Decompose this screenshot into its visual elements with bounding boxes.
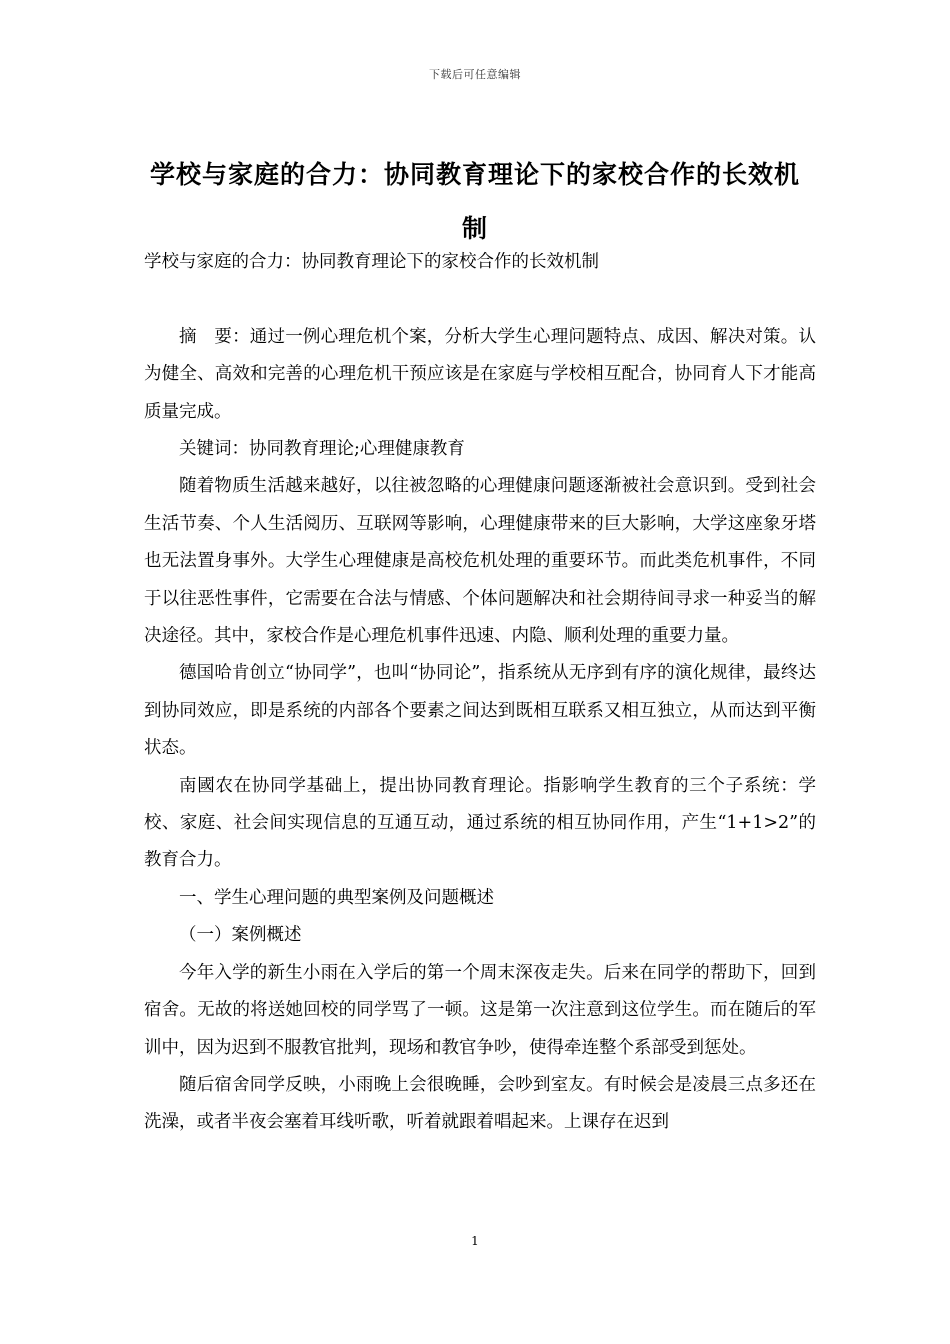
- subsection-heading: （一）案例概述: [179, 925, 302, 946]
- body-paragraph: 今年入学的新生小雨在入学后的第一个周末深夜走失。后来在同学的帮助下，回到宿舍。无故的将送她回校的同学骂了一顿。这是第一次注意到这位学生。而在随后的军训中，因为迟到不服教官批判，现场和教官争吵，使得牵连整个系部受到惩处。: [144, 962, 816, 1058]
- section-heading: 一、学生心理问题的典型案例及问题概述: [179, 887, 494, 908]
- body-paragraph: 德国哈肯创立“协同学”，也叫“协同论”，指系统从无序到有序的演化规律，最终达到协同效应，即是系统的内部各个要素之间达到既相互联系又相互独立，从而达到平衡状态。: [144, 663, 816, 759]
- abstract-paragraph: 摘 要：通过一例心理危机个案，分析大学生心理问题特点、成因、解决对策。认为健全、高效和完善的心理危机干预应该是在家庭与学校相互配合，协同育人下才能高质量完成。: [144, 326, 816, 422]
- keywords-line: 关键词：协同教育理论;心理健康教育: [179, 439, 465, 460]
- header-note: 下载后可任意编辑: [429, 68, 521, 81]
- body-paragraph: 随后宿舍同学反映，小雨晚上会很晚睡，会吵到室友。有时候会是凌晨三点多还在洗澡，或者半夜会塞着耳线听歌，听着就跟着唱起来。上课存在迟到: [144, 1074, 816, 1133]
- document-body: [144, 244, 816, 1142]
- document-title: 学校与家庭的合力：协同教育理论下的家校合作的长效机制: [149, 160, 800, 243]
- body-paragraph: 南國农在协同学基础上，提出协同教育理论。指影响学生教育的三个子系统：学校、家庭、社会间实现信息的互通互动，通过系统的相互协同作用，产生“1+1>2”的教育合力。: [144, 775, 816, 871]
- document-subtitle: 学校与家庭的合力：协同教育理论下的家校合作的长效机制: [144, 252, 599, 272]
- body-paragraph: 随着物质生活越来越好，以往被忽略的心理健康问题逐渐被社会意识到。受到社会生活节奏、个人生活阅历、互联网等影响，心理健康带来的巨大影响，大学这座象牙塔也无法置身事外。大学生心理健康是高校危机处理的重要环节。而此类危机事件，不同于以往恶性事件，它需要在合法与情感、个体问题解决和社会期待间寻求一种妥当的解决途径。其中，家校合作是心理危机事件迅速、内隐、顺利处理的重要力量。: [144, 476, 816, 647]
- page-number: 1: [471, 1234, 479, 1248]
